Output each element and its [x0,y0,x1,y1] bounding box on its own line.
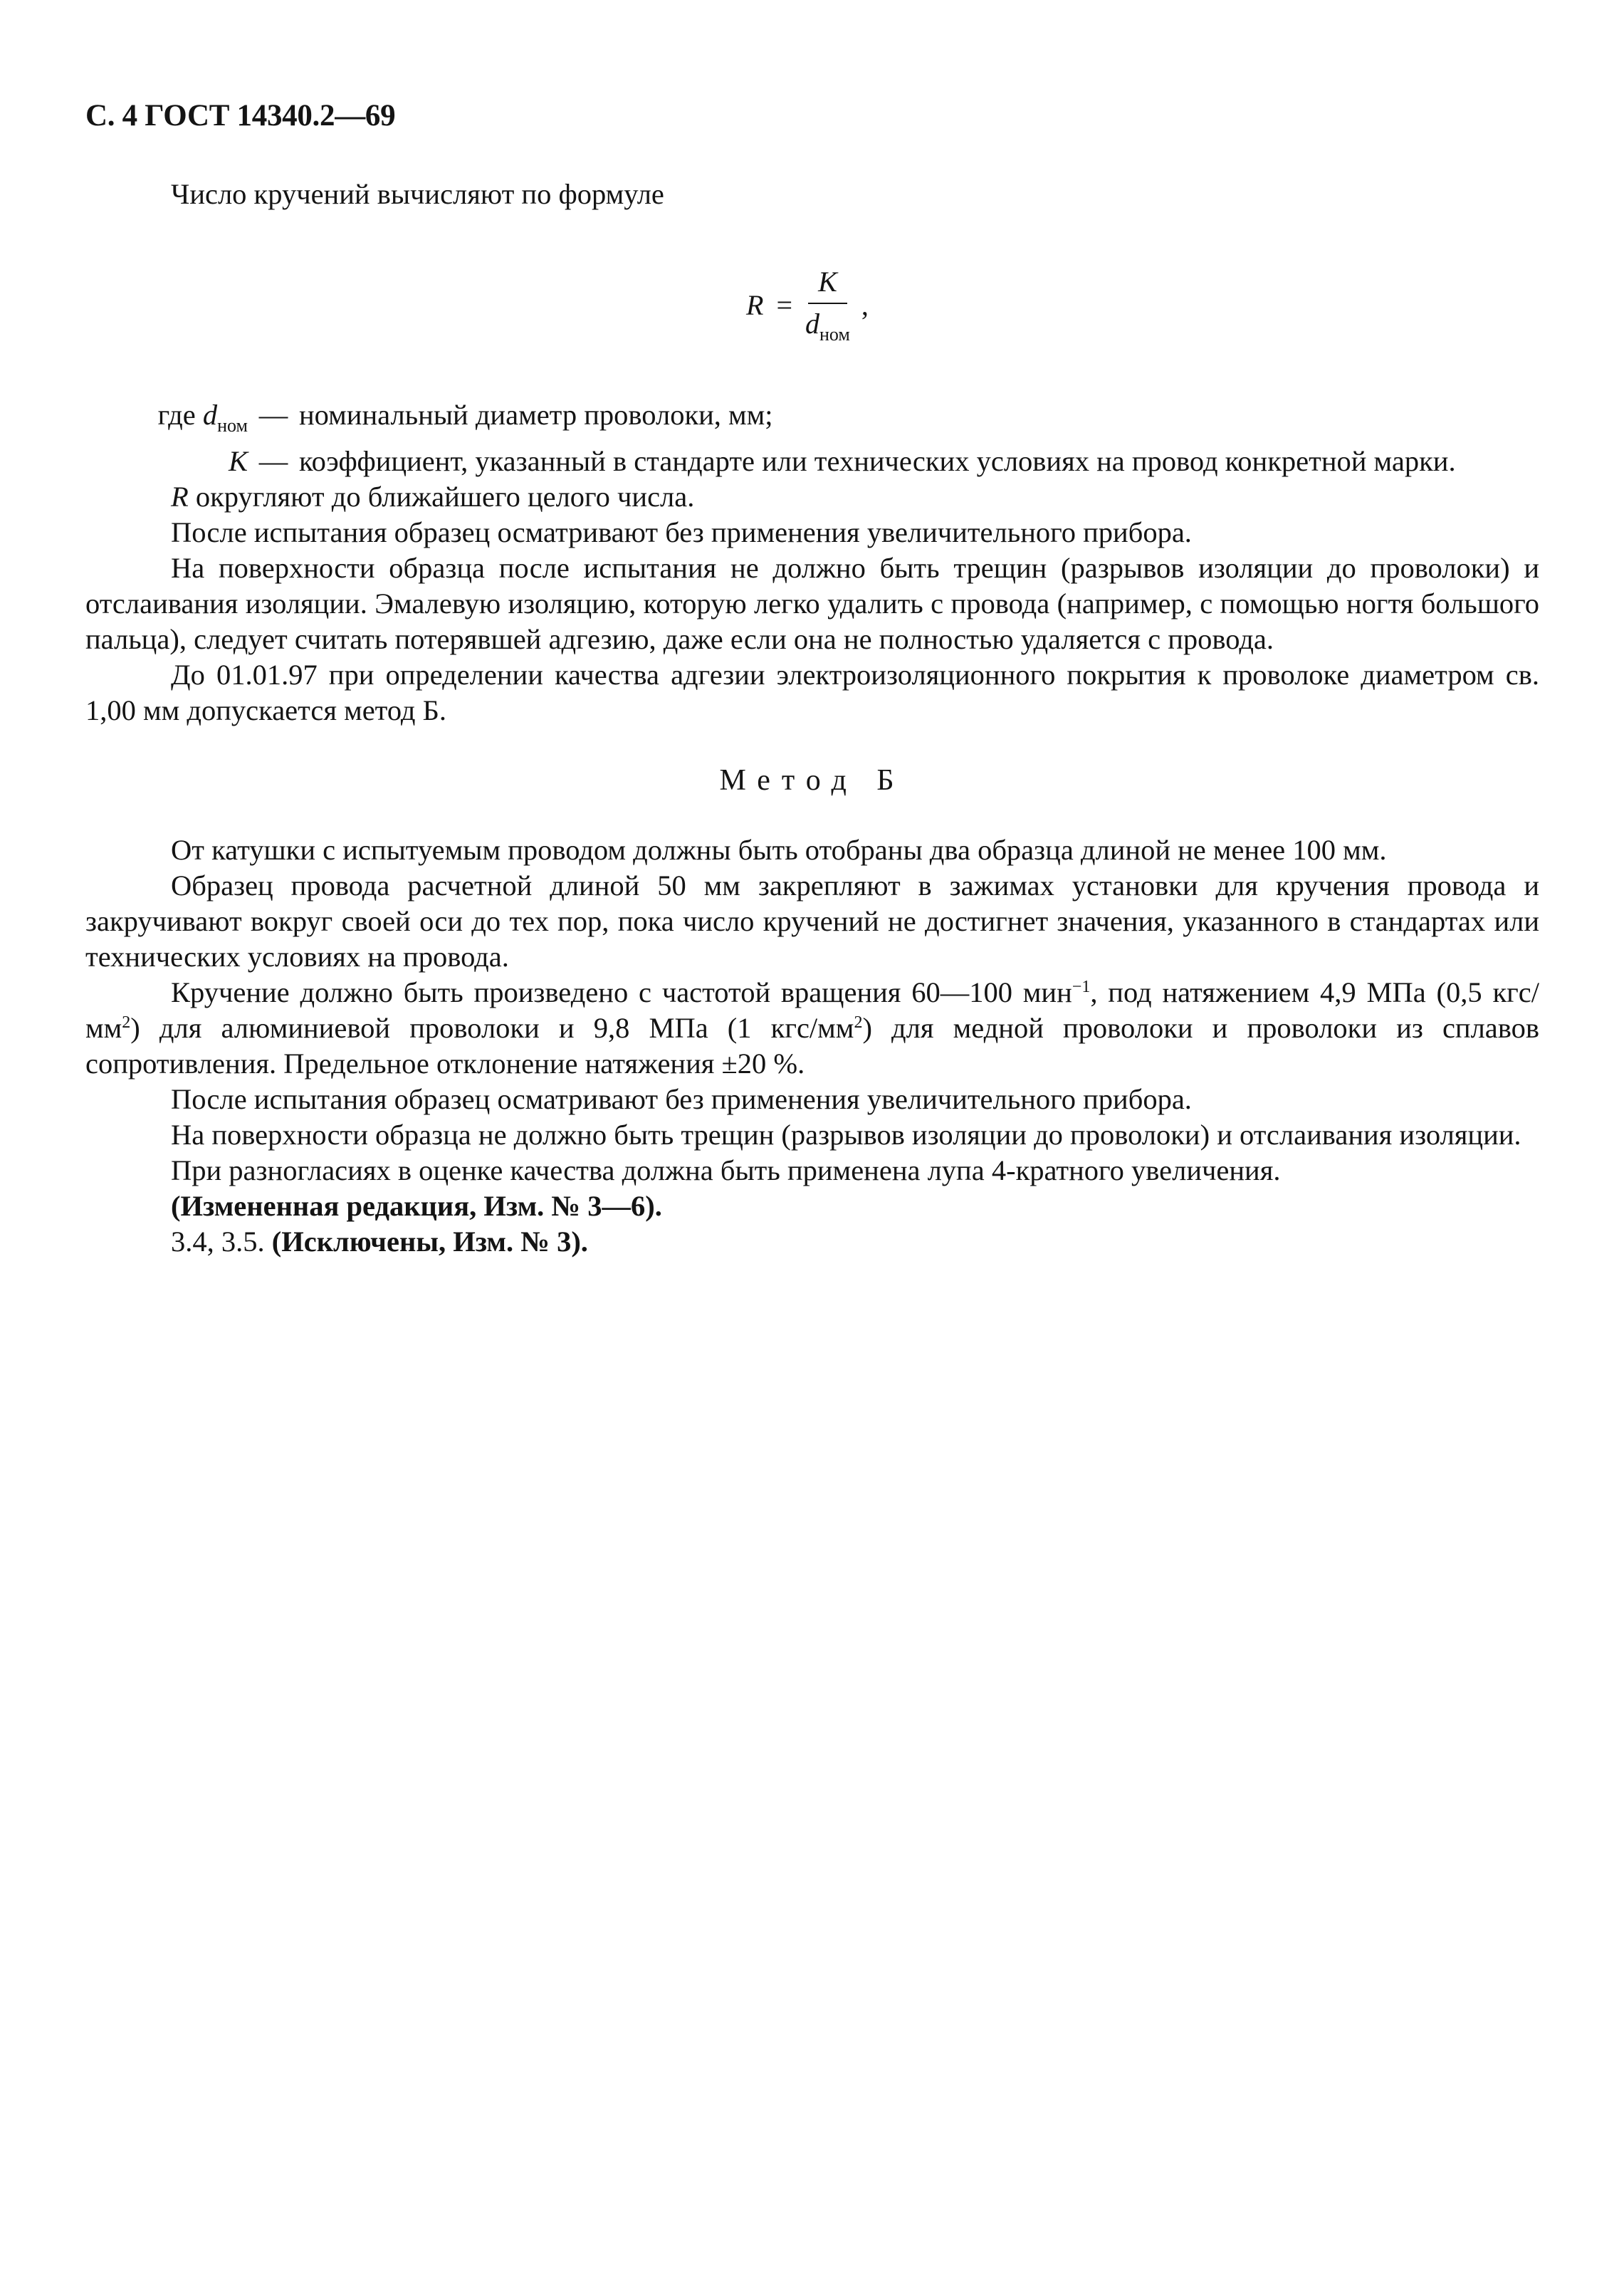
twisting-text-c: ) для алюминиевой проволоки и 9,8 МПа (1 кгс/мм [130,1012,854,1044]
formula-numerator: K [808,265,847,304]
where-d-dash: — [258,399,288,431]
where-d-sub: ном [217,415,248,436]
where-lead-word: где [157,399,196,431]
formula-denominator-symbol: d [805,308,819,340]
twisting-text-a: Кручение должно быть произведено с частотой вращения 60—100 мин [171,976,1072,1008]
where-d-row [85,397,1539,444]
where-d-text: номинальный диаметр проволоки, мм; [299,399,773,431]
amendment-note: (Измененная редакция, Изм. № 3—6). [171,1190,662,1222]
method-b-dispute-paragraph: При разногласиях в оценке качества должна быть применена лупа 4-кратного увеличения. [171,1154,1281,1186]
method-b-twisting-paragraph [85,975,1539,1082]
formula-trailing: , [861,289,869,321]
where-k-row [85,444,1539,479]
intro-paragraph: Число кручений вычисляют по формуле [171,178,664,210]
method-b-allowed-paragraph: До 01.01.97 при определении качества адгезии электроизоляционного покрытия к проволоке диаметром св. 1,00 мм допускается метод Б. [85,659,1539,726]
formula-denominator-sub: ном [819,324,850,345]
where-k-symbol: K [228,445,248,477]
exclusion-bold: (Исключены, Изм. № 3). [271,1226,588,1258]
rounding-text: округляют до ближайшего целого числа. [188,481,695,513]
intro-block [85,177,1539,212]
twisting-sup-3: 2 [854,1013,863,1032]
rounding-r-symbol: R [171,481,189,513]
inspection-paragraph: После испытания образец осматривают без применения увеличительного прибора. [171,516,1192,548]
where-d-lead [85,397,248,444]
where-k-dash: — [258,445,288,477]
twisting-sup-1: −1 [1072,978,1091,996]
where-k-lead [85,444,248,479]
twisting-text-d: ) для медной проволоки и проволоки из сплавов сопротивления. Предельное отклонение натяжения ±20 %. [85,1012,1539,1080]
twisting-text-b: , под натяжением 4,9 МПа (0,5 кгс/мм [85,976,1540,1044]
formula-equals: = [776,289,792,321]
method-b-fixing-paragraph: Образец провода расчетной длиной 50 мм закрепляют в зажимах установки для кручения провода и закручивают вокруг своей оси до тех пор, пока число кручений не достигнет значения, указанного в стандартах или технических условиях на провода. [85,869,1539,973]
main-text [85,397,1539,1260]
exclusion-prefix: 3.4, 3.5. [171,1226,272,1258]
where-d-symbol: d [202,399,218,431]
method-b-sampling-paragraph: От катушки с испытуемым проводом должны быть отобраны два образца длиной не менее 100 мм. [171,834,1387,866]
where-k-text: коэффициент, указанный в стандарте или технических условиях на провод конкретной марки. [299,445,1456,477]
formula-fraction [805,265,850,345]
surface-paragraph: На поверхности образца после испытания не должно быть трещин (разрывов изоляции до проволоки) и отслаивания изоляции. Эмалевую изоляцию, которую легко удалить с провода (например, с помощью ногтя большого пальца), следует считать потерявшей адгезию, даже если она не полностью удаляется с провода. [85,552,1539,655]
twist-formula [746,265,869,345]
page-header: С. 4 ГОСТ 14340.2—69 [85,99,396,132]
method-b-inspection-paragraph: После испытания образец осматривают без применения увеличительного прибора. [171,1083,1192,1115]
formula-denominator [805,304,850,345]
method-b-title: Метод Б [719,764,906,797]
formula-lhs: R [746,289,764,321]
exclusion-note [85,1224,1539,1260]
method-b-surface-paragraph: На поверхности образца не должно быть трещин (разрывов изоляции до проволоки) и отслаивания изоляции. [171,1119,1521,1151]
twisting-sup-2: 2 [122,1013,131,1032]
rounding-paragraph [85,479,1539,515]
